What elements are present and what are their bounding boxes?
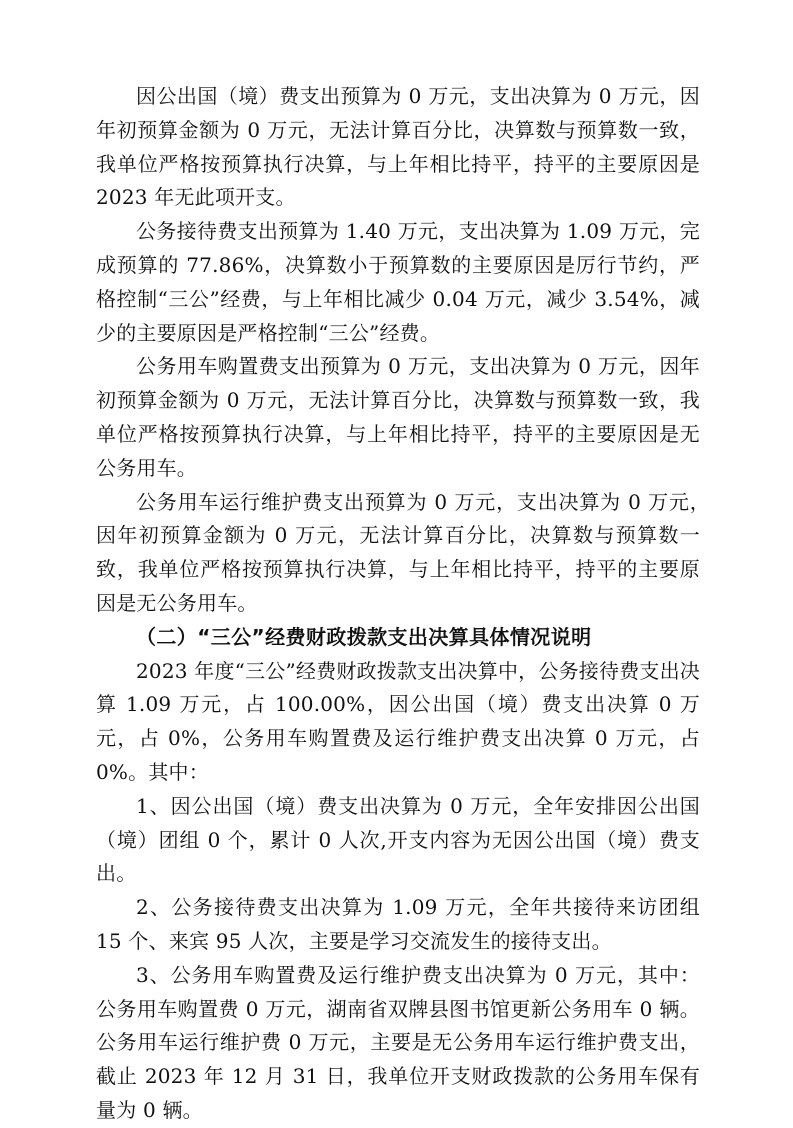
paragraph-item-2: 2、公务接待费支出决算为 1.09 万元，全年共接待来访团组 15 个、来宾 95 人次，主要是学习交流发生的接待支出。 bbox=[96, 895, 700, 953]
paragraph-item-1: 1、因公出国（境）费支出决算为 0 万元，全年安排因公出国（境）团组 0 个，累计 0 人次,开支内容为无因公出国（境）费支出。 bbox=[96, 793, 700, 886]
section-heading: （二）“三公”经费财政拨款支出决算具体情况说明 bbox=[136, 624, 592, 649]
paragraph-vehicle-purchase-expense: 公务用车购置费支出预算为 0 万元，支出决算为 0 万元，因年初预算金额为 0 万元，无法计算百分比，决算数与预算数一致，我单位严格按预算执行决算，与上年相比持平，持平的主要原因是无公务用车。 bbox=[96, 354, 700, 480]
document-body bbox=[96, 80, 727, 1128]
paragraph-reception-expense: 公务接待费支出预算为 1.40 万元，支出决算为 1.09 万元，完成预算的 77.86%，决算数小于预算数的主要原因是厉行节约，严格控制“三公”经费，与上年相比减少 0.04 万元，减少 3.54%，减少的主要原因是严格控制“三公”经费。 bbox=[96, 219, 700, 345]
paragraph-summary: 2023 年度“三公”经费财政拨款支出决算中，公务接待费支出决算 1.09 万元，占 100.00%，因公出国（境）费支出决算 0 万元，占 0%，公务用车购置费及运行维护费支出决算 0 万元，占 0%。其中： bbox=[96, 658, 700, 784]
paragraph-vehicle-maintenance-expense: 公务用车运行维护费支出预算为 0 万元，支出决算为 0 万元， 因年初预算金额为 0 万元，无法计算百分比，决算数与预算数一致，我单位严格按预算执行决算，与上年相比持平，持平的主要原因是无公务用车。 bbox=[96, 489, 727, 615]
paragraph-overseas-trip-expense: 因公出国（境）费支出预算为 0 万元，支出决算为 0 万元，因年初预算金额为 0 万元，无法计算百分比，决算数与预算数一致，我单位严格按预算执行决算，与上年相比持平，持平的主要原因是 2023 年无此项开支。 bbox=[96, 84, 700, 210]
paragraph-item-3: 3、公务用车购置费及运行维护费支出决算为 0 万元，其中：公务用车购置费 0 万元，湖南省双牌县图书馆更新公务用车 0 辆。公务用车运行维护费 0 万元，主要是无公务用车运行维护费支出，截止 2023 年 12 月 31 日，我单位开支财政拨款的公务用车保有量为 0 辆。 bbox=[96, 962, 700, 1122]
